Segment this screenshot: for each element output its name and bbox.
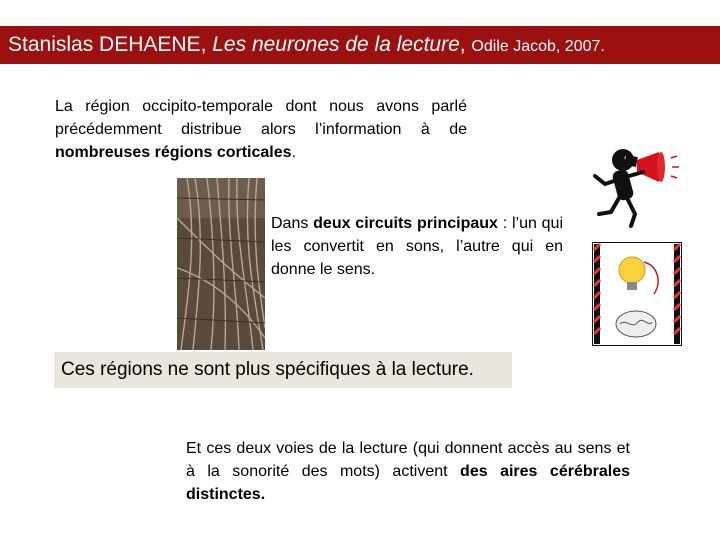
book-title: Les neurones de la lecture [212, 33, 460, 56]
paragraph2-bold: deux circuits principaux [313, 215, 498, 232]
publisher-text: Odile Jacob, 2007. [471, 38, 605, 55]
lightbulb-brain-icon [592, 242, 682, 346]
paragraph1-bold: nombreuses régions corticales [55, 144, 292, 161]
paragraph2-pre: Dans [271, 215, 314, 232]
title-bar [0, 26, 720, 64]
paragraph1-text: La région occipito-temporale dont nous avons parlé précédemment distribue alors l’information à de [55, 98, 467, 138]
paragraph-occipito-temporal [55, 95, 467, 164]
paragraph-two-circuits [271, 212, 563, 281]
highlight-text: Ces régions ne sont plus spécifiques à la lecture. [61, 359, 474, 380]
paragraph2-post: : l’un qui les convertit en sons, l’autre qui en donne le sens. [271, 215, 564, 278]
title-comma: , [459, 33, 472, 56]
author-name: Stanislas DEHAENE, [8, 33, 213, 56]
paragraph3-pre: Et ces deux voies de la lecture (qui donnent accès au sens et à la sonorité des mots) activent [186, 440, 630, 480]
paragraph3-bold: des aires cérébrales distinctes. [186, 463, 630, 503]
stick-figure-megaphone-icon [585, 140, 683, 232]
highlight-box [54, 352, 512, 388]
paragraph1-end: . [291, 144, 296, 161]
railway-tracks-photo [177, 178, 265, 350]
paragraph-reading-pathways [186, 437, 630, 506]
